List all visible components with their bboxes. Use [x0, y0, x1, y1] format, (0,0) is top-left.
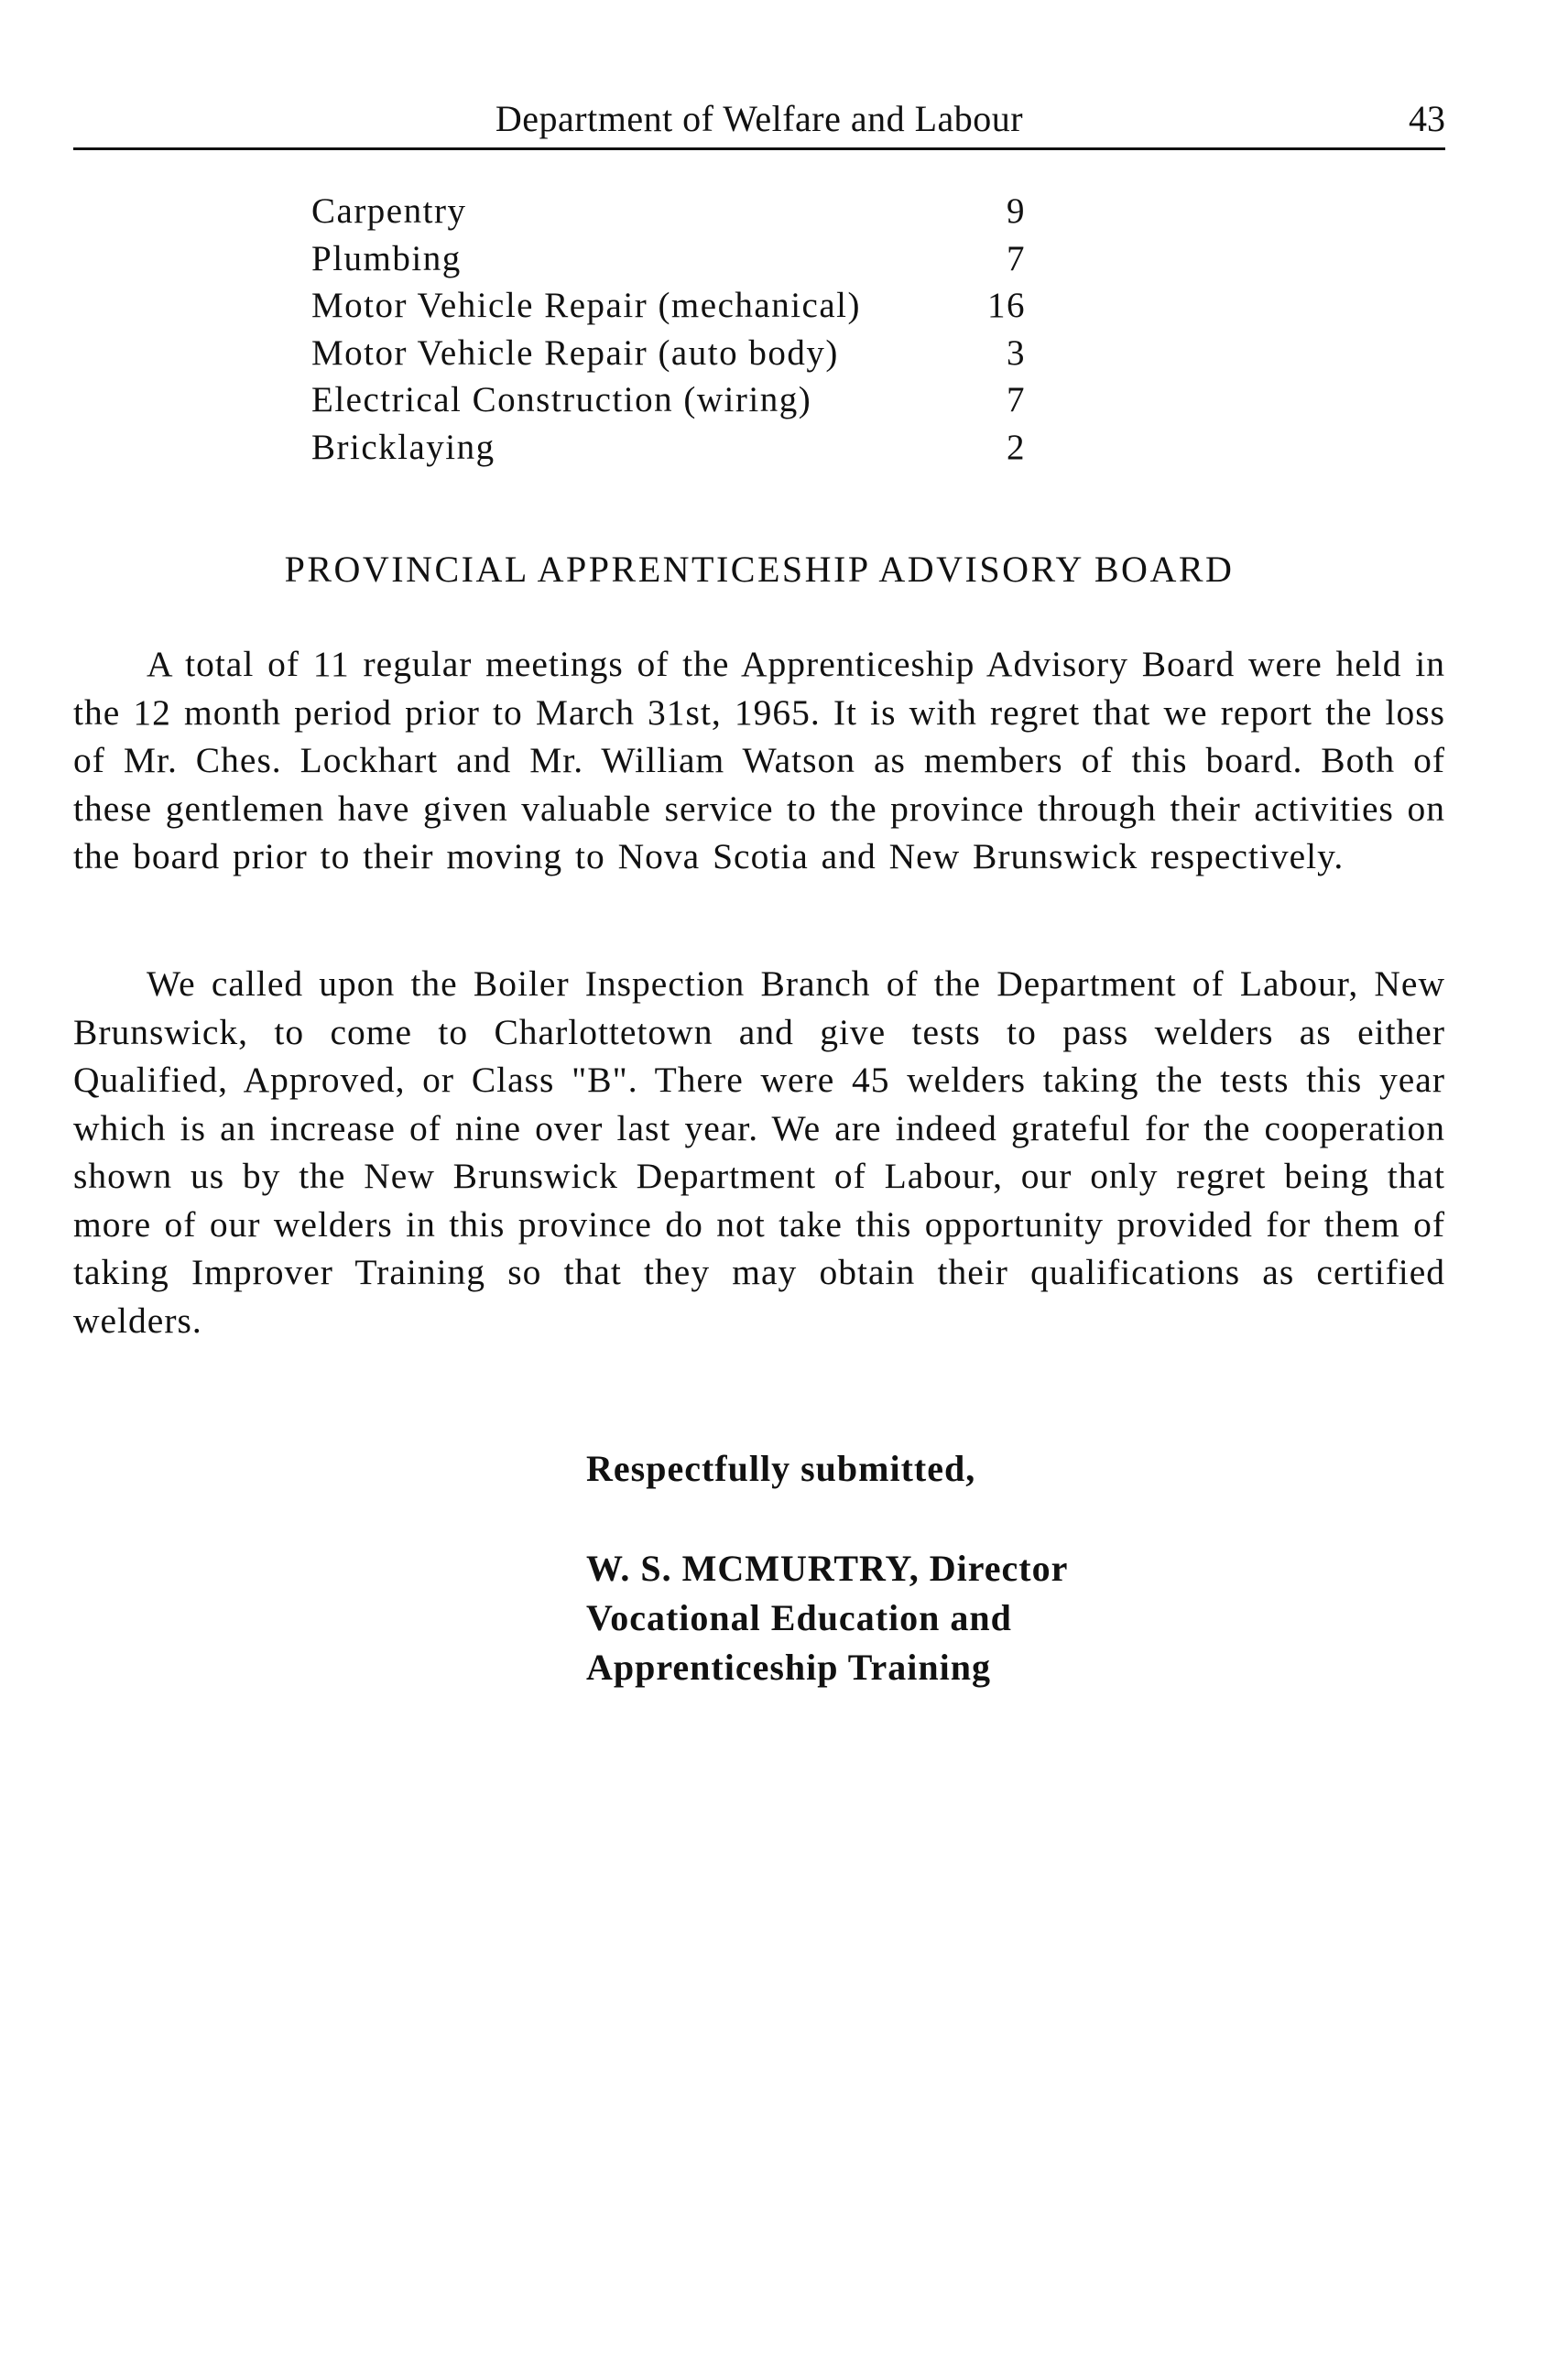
trade-row	[311, 379, 1035, 427]
signature-block	[586, 1544, 1068, 1692]
trade-name: Carpentry	[311, 191, 467, 231]
running-header	[73, 92, 1445, 147]
trade-row	[311, 285, 1035, 332]
signatory-title: Apprenticeship Training	[586, 1647, 991, 1688]
signatory-name: W. S. MCMURTRY, Director	[586, 1548, 1069, 1589]
trade-count: 9	[1007, 191, 1026, 231]
trade-row	[311, 427, 1035, 474]
trade-name: Electrical Construction (wiring)	[311, 380, 812, 419]
signatory-title: Vocational Education and	[586, 1597, 1012, 1638]
page-number: 43	[1409, 98, 1445, 139]
trade-list	[311, 190, 1035, 473]
trade-name: Motor Vehicle Repair (auto body)	[311, 332, 839, 373]
trade-name: Bricklaying	[311, 427, 495, 467]
section-heading: PROVINCIAL APPRENTICESHIP ADVISORY BOARD	[284, 549, 1235, 590]
trade-name: Plumbing	[311, 238, 462, 278]
running-title: Department of Welfare and Labour	[495, 98, 1024, 139]
trade-count: 16	[987, 286, 1026, 325]
header-rule	[73, 147, 1445, 150]
body-paragraph: A total of 11 regular meetings of the Apprenticeship Advisory Board were held in the 12 month period prior to March 31st, 1965. It is with regret that we report the loss of Mr. Ches. Lockhart and Mr. William Watson as members of this board. Both of these gentlemen have given valuable service to the province through their activities on the board prior to their moving to Nova Scotia and New Brunswick respectively.	[73, 644, 1445, 876]
trade-row	[311, 238, 1035, 286]
trade-count: 3	[1007, 332, 1026, 373]
trade-row	[311, 190, 1035, 238]
trade-count: 7	[1007, 380, 1026, 419]
trade-row	[311, 332, 1035, 380]
closing-line: Respectfully submitted,	[586, 1448, 976, 1489]
trade-count: 2	[1007, 427, 1026, 467]
trade-name: Motor Vehicle Repair (mechanical)	[311, 286, 861, 325]
body-paragraph: We called upon the Boiler Inspection Branch of the Department of Labour, New Brunswick, to come to Charlottetown and give tests to pass welders as either Qualified, Approved, or Class "B". There were 45 welders taking the tests this year which is an increase of nine over last year. We are indeed grateful for the cooperation shown us by the New Brunswick Department of Labour, our only regret being that more of our welders in this province do not take this opportunity provided for them of taking Improver Training so that they may obtain their qualifications as certified welders.	[73, 963, 1445, 1341]
trade-count: 7	[1007, 238, 1026, 278]
